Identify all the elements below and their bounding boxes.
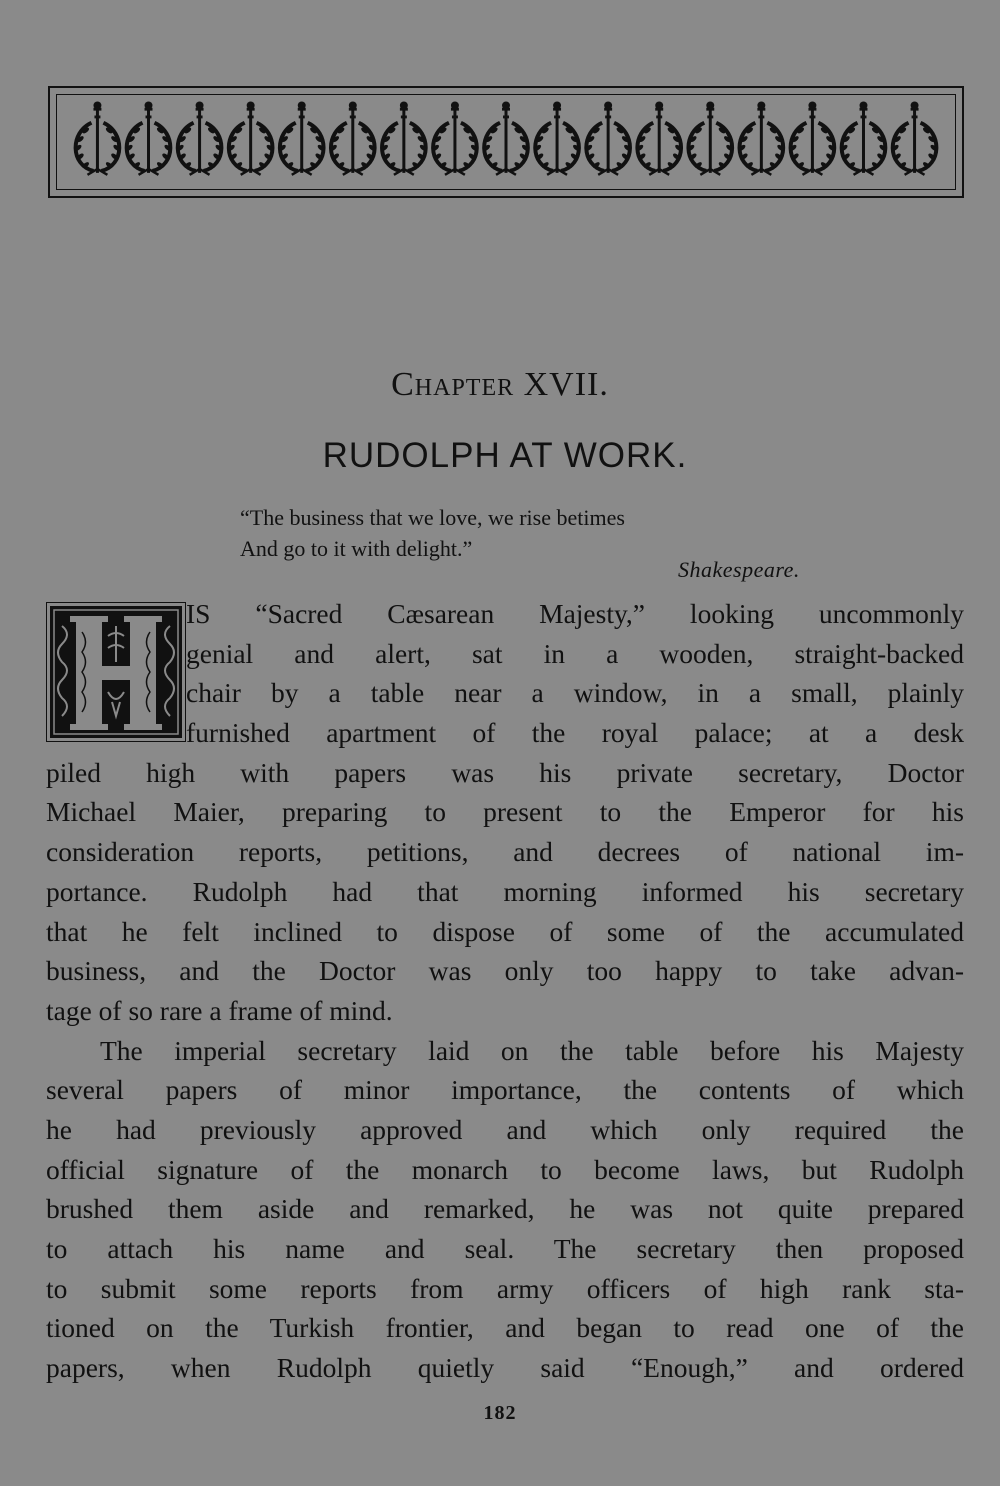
laurel-wreath-icon <box>584 102 632 175</box>
laurel-wreath-icon <box>227 102 275 175</box>
laurel-wreath-icon <box>176 102 224 175</box>
text-line: to attach his name and seal. The secretary then proposed <box>46 1233 964 1264</box>
text-line: IS “Sacred Cæsarean Majesty,” looking uncommonly <box>186 598 964 629</box>
laurel-wreath-icon <box>840 102 888 175</box>
laurel-wreath-icon <box>329 102 377 175</box>
laurel-wreath-icon <box>789 102 837 175</box>
laurel-wreath-icon <box>125 102 173 175</box>
text-line: that he felt inclined to dispose of some of the accumulated <box>46 915 964 947</box>
page-number: 182 <box>483 1402 517 1424</box>
text-line: The imperial secretary laid on the table before his Majesty <box>100 1034 964 1066</box>
ornamental-header <box>48 86 964 198</box>
text-line: tage of so rare a frame of mind. <box>46 994 393 1026</box>
epigraph <box>240 502 840 564</box>
text-line: Michael Maier, preparing to present to the Emperor for his <box>46 796 964 828</box>
laurel-wreath-icon <box>891 102 939 175</box>
epigraph-line: “The business that we love, we rise betimes <box>240 505 625 530</box>
laurel-wreath-icon <box>738 102 786 175</box>
laurel-wreath-icon <box>431 102 479 175</box>
epigraph-line: And go to it with delight.” <box>240 536 473 561</box>
laurel-wreath-icon <box>687 102 735 175</box>
text-line: chair by a table near a window, in a small, plainly <box>186 677 964 709</box>
text-line: genial and alert, sat in a wooden, straight-backed <box>186 637 964 669</box>
text-line: he had previously approved and which only required the <box>46 1113 964 1145</box>
text-line: portance. Rudolph had that morning informed his secretary <box>46 875 964 907</box>
laurel-wreath-icon <box>278 102 326 175</box>
laurel-wreath-icon <box>533 102 581 175</box>
chapter-title: RUDOLPH AT WORK. <box>322 436 688 475</box>
text-line: piled high with papers was his private secretary, Doctor <box>46 756 964 788</box>
epigraph-attribution: Shakespeare. <box>678 557 800 582</box>
laurel-wreath-icon <box>380 102 428 175</box>
text-line: business, and the Doctor was only too happy to take advan- <box>46 955 964 987</box>
laurel-wreath-icon <box>482 102 530 175</box>
laurel-wreath-icon <box>635 102 683 175</box>
laurel-wreath-ornament-icon <box>50 88 962 196</box>
text-line: official signature of the monarch to become laws, but Rudolph <box>46 1153 964 1185</box>
text-line: several papers of minor importance, the contents of which <box>46 1074 964 1106</box>
text-line: tioned on the Turkish frontier, and began to read one of the <box>46 1312 964 1344</box>
text-line: papers, when Rudolph quietly said “Enough,” and ordered <box>46 1352 964 1384</box>
laurel-wreath-icon <box>74 102 122 175</box>
text-line: brushed them aside and remarked, he was not quite prepared <box>46 1193 964 1225</box>
text-line: furnished apartment of the royal palace; at a desk <box>186 717 964 749</box>
text-line: consideration reports, petitions, and decrees of national im- <box>46 836 964 868</box>
body-text <box>46 594 964 1388</box>
chapter-heading: Chapter XVII. <box>391 366 609 403</box>
text-line: to submit some reports from army officers of high rank sta- <box>46 1272 964 1304</box>
